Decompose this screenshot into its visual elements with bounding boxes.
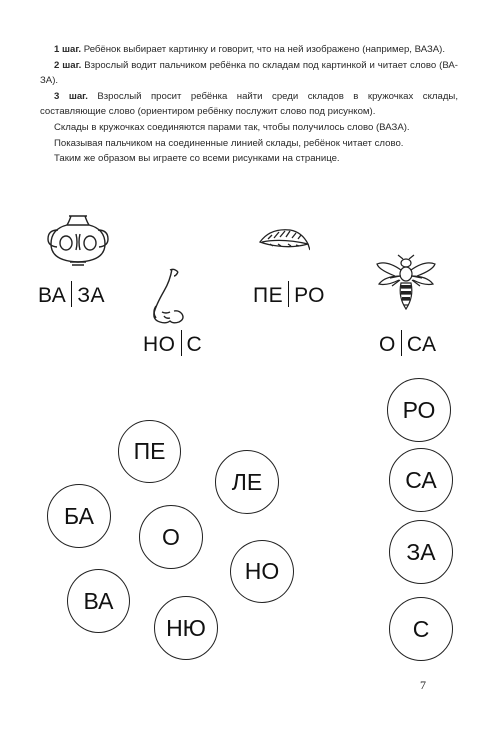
word-vaza bbox=[38, 281, 105, 308]
page-number: 7 bbox=[420, 678, 426, 692]
syllable-circle[interactable]: НО bbox=[230, 540, 294, 603]
syllable-divider bbox=[181, 330, 182, 356]
syllable-divider bbox=[288, 281, 289, 307]
syllable-divider bbox=[71, 281, 72, 307]
syllable-circle[interactable]: ПЕ bbox=[118, 420, 181, 483]
vase-icon bbox=[46, 212, 110, 266]
word-pero bbox=[253, 281, 325, 308]
instruction-step-3: 3 шаг. Взрослый просит ребёнка найти среди складов в кружочках склады, составляющие слово (ориентиром ребёнку послужит слово под рисунком). bbox=[40, 90, 458, 118]
syllable-circle[interactable]: НЮ bbox=[154, 596, 218, 660]
instruction-paragraph-5: Показывая пальчиком на соединенные линией склады, ребёнок читает слово. bbox=[54, 137, 404, 149]
instruction-step-1: 1 шаг. Ребёнок выбирает картинку и говорит, что на ней изображено (например, ВАЗА). bbox=[54, 44, 446, 55]
instructions bbox=[40, 42, 458, 167]
word-osa bbox=[379, 330, 437, 357]
word-nos bbox=[143, 330, 202, 357]
nose-icon bbox=[148, 266, 190, 326]
syllable-left: О bbox=[379, 333, 396, 356]
syllable-circle[interactable]: ЛЕ bbox=[215, 450, 279, 514]
syllable-circle[interactable]: БА bbox=[47, 484, 111, 548]
syllable-divider bbox=[401, 330, 402, 356]
syllable-left: ВА bbox=[38, 284, 67, 307]
instruction-step-2: 2 шаг. Взрослый водит пальчиком ребёнка по складам под картинкой и читает слово (ВА-ЗА). bbox=[40, 59, 458, 87]
syllable-right: ЗА bbox=[77, 284, 106, 307]
feather-icon bbox=[258, 224, 310, 256]
syllable-circle[interactable]: СА bbox=[389, 448, 453, 512]
syllable-circle[interactable]: О bbox=[139, 505, 203, 569]
syllable-right: РО bbox=[294, 284, 325, 307]
syllable-circle[interactable]: РО bbox=[387, 378, 451, 442]
instruction-paragraph-6: Таким же образом вы играете со всеми рисунками на странице. bbox=[54, 153, 340, 165]
instruction-paragraph-4: Склады в кружочках соединяются парами так, чтобы получилось слово (ВАЗА). bbox=[54, 121, 410, 133]
syllable-circle[interactable]: ЗА bbox=[389, 520, 453, 584]
syllable-left: ПЕ bbox=[253, 284, 284, 307]
wasp-icon bbox=[374, 254, 438, 316]
syllable-left: НО bbox=[143, 333, 176, 356]
syllable-right: С bbox=[186, 333, 203, 356]
syllable-right: СА bbox=[406, 333, 437, 356]
syllable-circle[interactable]: С bbox=[389, 597, 453, 661]
syllable-circle[interactable]: ВА bbox=[67, 569, 130, 633]
